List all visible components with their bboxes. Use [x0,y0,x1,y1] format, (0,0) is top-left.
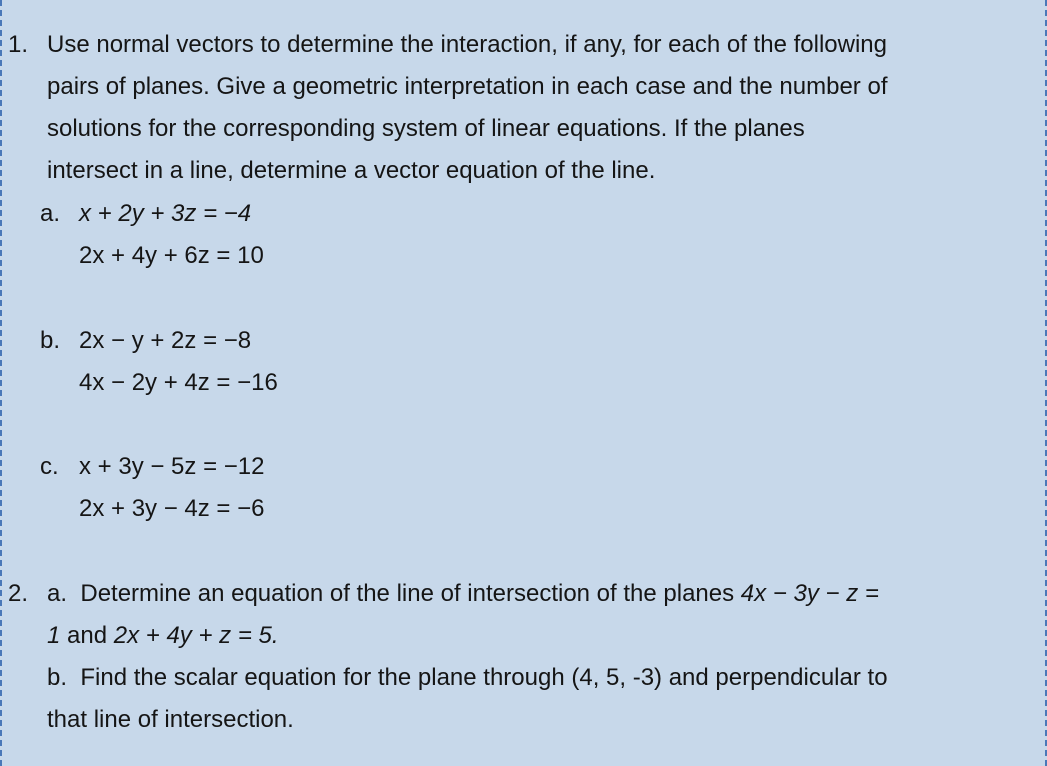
q1-part-a-equation-1: x + 2y + 3z = −4 [79,200,252,227]
q1-part-b-label: b. [40,327,61,354]
q1-part-b-equation-2: 4x − 2y + 4z = −16 [79,369,278,396]
q1-part-c-equation-2: 2x + 3y − 4z = −6 [79,495,265,522]
q1-part-c-label: c. [40,453,59,480]
q1-text-line-1: Use normal vectors to determine the interaction, if any, for each of the following [47,31,887,58]
q2-part-a-line-1 [47,582,879,606]
q1-part-a-equation-2: 2x + 4y + 6z = 10 [79,242,264,269]
q1-number: 1. [8,31,29,58]
q1-text-line-3: solutions for the corresponding system of linear equations. If the planes [47,115,805,142]
q1-text-line-4: intersect in a line, determine a vector equation of the line. [47,157,656,184]
q2-part-a-plane-2: 2x + 4y + z = 5. [113,622,279,649]
q2-part-b-line-2: that line of intersection. [47,706,294,733]
q2-number: 2. [8,580,29,607]
q2-part-b-line-1 [47,666,888,690]
q1-part-b-equation-1: 2x − y + 2z = −8 [79,327,252,354]
q2-part-a-plane-1-rhs: 1 [47,622,61,649]
q2-part-a-text: Determine an equation of the line of intersection of the planes [80,580,735,607]
q2-part-b-label: b. [47,664,68,691]
q1-text-line-2: pairs of planes. Give a geometric interpretation in each case and the number of [47,73,888,100]
q2-part-a-line-2 [47,624,279,648]
q2-part-b-text: Find the scalar equation for the plane through (4, 5, -3) and perpendicular to [80,664,888,691]
q2-part-a-label: a. [47,580,68,607]
q1-part-a-label: a. [40,200,61,227]
q2-part-a-plane-1: 4x − 3y − z = [740,580,879,607]
q1-part-c-equation-1: x + 3y − 5z = −12 [79,453,265,480]
q2-part-a-and: and [67,622,108,649]
